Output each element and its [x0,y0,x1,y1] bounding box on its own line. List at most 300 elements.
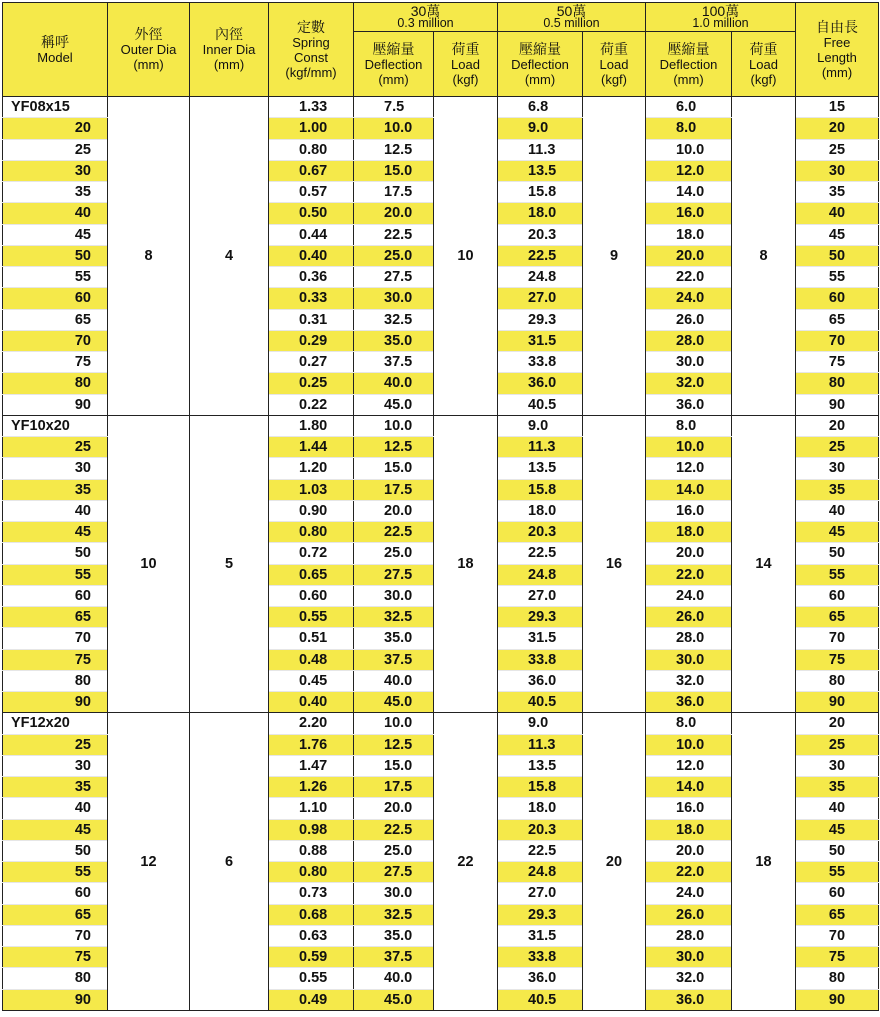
header-spring-const [269,3,354,97]
model-cell: 20 [3,118,108,139]
deflection-10-cell: 14.0 [646,182,732,203]
free-length-cell: 45 [796,522,879,543]
spring-const-cell: 0.50 [269,203,354,224]
spring-const-cell: 0.72 [269,543,354,564]
deflection-10-cell: 28.0 [646,925,732,946]
deflection-05-cell: 9.0 [498,713,583,734]
spring-const-cell: 0.40 [269,245,354,266]
spring-const-cell: 0.65 [269,564,354,585]
deflection-03-cell: 22.5 [354,224,434,245]
deflection-03-cell: 25.0 [354,245,434,266]
spring-const-cell: 0.27 [269,352,354,373]
deflection-10-cell: 14.0 [646,479,732,500]
spring-spec-table [2,2,879,1011]
header-life-10 [646,3,796,32]
outer-dia-cell: 12 [108,713,190,1011]
spring-const-cell: 1.10 [269,798,354,819]
deflection-05-cell: 27.0 [498,883,583,904]
spring-const-cell: 1.33 [269,97,354,118]
deflection-05-cell: 36.0 [498,373,583,394]
deflection-05-cell: 18.0 [498,203,583,224]
deflection-03-cell: 22.5 [354,522,434,543]
spring-const-cell: 0.55 [269,607,354,628]
free-length-cell: 35 [796,777,879,798]
model-cell: 55 [3,564,108,585]
free-length-cell: 30 [796,160,879,181]
header-free-en2: Length [817,49,857,65]
deflection-05-cell: 15.8 [498,777,583,798]
deflection-10-cell: 26.0 [646,309,732,330]
header-load-zh: 荷重 [600,40,628,57]
deflection-03-cell: 15.0 [354,755,434,776]
deflection-10-cell: 28.0 [646,330,732,351]
header-deflection-03 [354,32,434,97]
spring-const-cell: 0.63 [269,925,354,946]
deflection-03-cell: 20.0 [354,500,434,521]
header-model-zh: 稱呼 [41,33,69,50]
table-row [3,713,879,734]
deflection-05-cell: 22.5 [498,245,583,266]
table-body [3,97,879,1011]
header-load-unit: (kgf) [601,71,627,87]
deflection-03-cell: 17.5 [354,777,434,798]
header-deflection-zh: 壓縮量 [667,40,710,57]
load-10-cell: 14 [732,415,796,713]
deflection-05-cell: 40.5 [498,692,583,713]
deflection-03-cell: 45.0 [354,394,434,415]
free-length-cell: 25 [796,139,879,160]
model-cell: 30 [3,160,108,181]
free-length-cell: 40 [796,798,879,819]
model-cell: 35 [3,479,108,500]
model-cell: 40 [3,798,108,819]
model-cell: 30 [3,755,108,776]
header-life-03 [354,3,498,32]
load-05-cell: 9 [583,97,646,416]
header-life-10-zh: 100萬 [701,3,740,19]
free-length-cell: 90 [796,692,879,713]
deflection-03-cell: 27.5 [354,267,434,288]
free-length-cell: 80 [796,373,879,394]
deflection-03-cell: 10.0 [354,713,434,734]
spring-const-cell: 1.76 [269,734,354,755]
model-cell: 55 [3,862,108,883]
deflection-10-cell: 30.0 [646,947,732,968]
deflection-03-cell: 45.0 [354,989,434,1010]
spring-const-cell: 1.03 [269,479,354,500]
header-outer-zh: 外徑 [134,26,163,42]
model-cell: 45 [3,819,108,840]
model-cell: YF08x15 [3,97,108,118]
deflection-05-cell: 11.3 [498,734,583,755]
model-cell: 55 [3,267,108,288]
spring-const-cell: 0.31 [269,309,354,330]
deflection-10-cell: 26.0 [646,904,732,925]
model-cell: 90 [3,692,108,713]
deflection-03-cell: 35.0 [354,330,434,351]
deflection-03-cell: 12.5 [354,437,434,458]
spring-const-cell: 0.73 [269,883,354,904]
deflection-05-cell: 15.8 [498,479,583,500]
deflection-03-cell: 10.0 [354,415,434,436]
deflection-03-cell: 20.0 [354,203,434,224]
load-03-cell: 18 [434,415,498,713]
spring-const-cell: 0.48 [269,649,354,670]
deflection-03-cell: 20.0 [354,798,434,819]
header-free-length [796,3,879,97]
spring-const-cell: 0.88 [269,840,354,861]
inner-dia-cell: 6 [190,713,269,1011]
spring-const-cell: 0.55 [269,968,354,989]
free-length-cell: 40 [796,500,879,521]
spring-const-cell: 0.80 [269,139,354,160]
header-deflection-en: Deflection [659,56,718,72]
deflection-03-cell: 37.5 [354,947,434,968]
deflection-03-cell: 30.0 [354,883,434,904]
deflection-05-cell: 29.3 [498,309,583,330]
deflection-03-cell: 32.5 [354,904,434,925]
deflection-10-cell: 10.0 [646,139,732,160]
free-length-cell: 60 [796,288,879,309]
deflection-03-cell: 17.5 [354,479,434,500]
load-10-cell: 18 [732,713,796,1011]
spring-const-cell: 0.80 [269,522,354,543]
header-life-10-en: 1.0 million [692,16,749,30]
model-cell: 25 [3,734,108,755]
deflection-05-cell: 22.5 [498,840,583,861]
outer-dia-cell: 8 [108,97,190,416]
load-03-cell: 22 [434,713,498,1011]
model-cell: 50 [3,840,108,861]
free-length-cell: 20 [796,118,879,139]
deflection-10-cell: 16.0 [646,203,732,224]
model-cell: 35 [3,182,108,203]
deflection-03-cell: 37.5 [354,352,434,373]
deflection-10-cell: 12.0 [646,755,732,776]
header-load-unit: (kgf) [750,71,777,87]
deflection-03-cell: 37.5 [354,649,434,670]
model-cell: 25 [3,139,108,160]
deflection-05-cell: 36.0 [498,670,583,691]
deflection-03-cell: 7.5 [354,97,434,118]
header-deflection-05 [498,32,583,97]
deflection-10-cell: 8.0 [646,415,732,436]
deflection-10-cell: 30.0 [646,649,732,670]
deflection-10-cell: 8.0 [646,118,732,139]
deflection-10-cell: 6.0 [646,97,732,118]
free-length-cell: 75 [796,947,879,968]
free-length-cell: 60 [796,883,879,904]
spring-const-cell: 0.49 [269,989,354,1010]
deflection-03-cell: 35.0 [354,925,434,946]
model-cell: 70 [3,628,108,649]
deflection-10-cell: 24.0 [646,883,732,904]
deflection-10-cell: 8.0 [646,713,732,734]
deflection-10-cell: 16.0 [646,500,732,521]
inner-dia-cell: 5 [190,415,269,713]
free-length-cell: 20 [796,415,879,436]
deflection-05-cell: 29.3 [498,607,583,628]
deflection-05-cell: 40.5 [498,394,583,415]
spring-const-cell: 0.68 [269,904,354,925]
header-free-zh: 自由長 [816,18,858,35]
spring-const-cell: 1.26 [269,777,354,798]
free-length-cell: 35 [796,479,879,500]
deflection-10-cell: 10.0 [646,734,732,755]
spring-const-cell: 2.20 [269,713,354,734]
header-life-05-en: 0.5 million [543,16,600,30]
model-cell: 25 [3,437,108,458]
deflection-05-cell: 27.0 [498,288,583,309]
load-05-cell: 20 [583,713,646,1011]
model-cell: 60 [3,883,108,904]
spring-const-cell: 1.00 [269,118,354,139]
header-load-en: Load [599,56,629,72]
deflection-10-cell: 18.0 [646,224,732,245]
deflection-03-cell: 15.0 [354,458,434,479]
free-length-cell: 50 [796,543,879,564]
header-outer-dia [108,3,190,97]
header-outer-en: Outer Dia [120,42,177,57]
deflection-10-cell: 20.0 [646,543,732,564]
free-length-cell: 65 [796,607,879,628]
free-length-cell: 15 [796,97,879,118]
header-load-05 [583,32,646,97]
spring-const-cell: 0.51 [269,628,354,649]
model-cell: 65 [3,904,108,925]
free-length-cell: 80 [796,670,879,691]
deflection-05-cell: 15.8 [498,182,583,203]
load-10-cell: 8 [732,97,796,416]
header-life-05-zh: 50萬 [556,3,587,19]
free-length-cell: 45 [796,819,879,840]
deflection-05-cell: 13.5 [498,458,583,479]
header-load-10 [732,32,796,97]
deflection-10-cell: 22.0 [646,267,732,288]
deflection-10-cell: 36.0 [646,394,732,415]
deflection-10-cell: 16.0 [646,798,732,819]
spring-const-cell: 0.67 [269,160,354,181]
model-cell: 80 [3,670,108,691]
deflection-03-cell: 12.5 [354,139,434,160]
deflection-03-cell: 25.0 [354,543,434,564]
header-life-05 [498,3,646,32]
header-deflection-unit: (mm) [524,71,556,87]
model-cell: 90 [3,394,108,415]
free-length-cell: 45 [796,224,879,245]
header-load-unit: (kgf) [452,71,479,87]
model-cell: YF10x20 [3,415,108,436]
deflection-10-cell: 32.0 [646,968,732,989]
header-deflection-en: Deflection [511,56,569,72]
header-inner-en: Inner Dia [202,42,256,57]
deflection-05-cell: 29.3 [498,904,583,925]
model-cell: 75 [3,947,108,968]
deflection-10-cell: 32.0 [646,670,732,691]
deflection-10-cell: 36.0 [646,692,732,713]
free-length-cell: 75 [796,352,879,373]
header-load-zh: 荷重 [749,40,778,57]
model-cell: 65 [3,309,108,330]
model-cell: 80 [3,968,108,989]
deflection-03-cell: 17.5 [354,182,434,203]
deflection-03-cell: 15.0 [354,160,434,181]
spring-const-cell: 1.47 [269,755,354,776]
header-inner-dia [190,3,269,97]
deflection-05-cell: 27.0 [498,585,583,606]
free-length-cell: 40 [796,203,879,224]
deflection-05-cell: 20.3 [498,522,583,543]
header-load-en: Load [451,56,480,72]
model-cell: 35 [3,777,108,798]
deflection-10-cell: 20.0 [646,840,732,861]
header-model-en: Model [37,49,73,65]
spring-const-cell: 0.45 [269,670,354,691]
deflection-10-cell: 22.0 [646,862,732,883]
table-row [3,97,879,118]
free-length-cell: 65 [796,309,879,330]
header-deflection-10 [646,32,732,97]
deflection-10-cell: 14.0 [646,777,732,798]
deflection-05-cell: 33.8 [498,947,583,968]
header-spring-zh: 定數 [297,18,325,35]
header-free-en1: Free [823,34,851,50]
outer-dia-cell: 10 [108,415,190,713]
model-cell: 40 [3,203,108,224]
deflection-10-cell: 36.0 [646,989,732,1010]
model-cell: 70 [3,925,108,946]
spring-const-cell: 0.57 [269,182,354,203]
deflection-10-cell: 22.0 [646,564,732,585]
deflection-10-cell: 24.0 [646,585,732,606]
spring-const-cell: 0.22 [269,394,354,415]
free-length-cell: 70 [796,925,879,946]
deflection-05-cell: 13.5 [498,160,583,181]
deflection-05-cell: 20.3 [498,819,583,840]
deflection-10-cell: 10.0 [646,437,732,458]
model-cell: 60 [3,585,108,606]
free-length-cell: 50 [796,245,879,266]
deflection-03-cell: 35.0 [354,628,434,649]
deflection-05-cell: 9.0 [498,415,583,436]
deflection-03-cell: 45.0 [354,692,434,713]
deflection-05-cell: 36.0 [498,968,583,989]
deflection-03-cell: 10.0 [354,118,434,139]
free-length-cell: 90 [796,394,879,415]
deflection-10-cell: 18.0 [646,522,732,543]
deflection-05-cell: 24.8 [498,267,583,288]
deflection-05-cell: 24.8 [498,564,583,585]
model-cell: 80 [3,373,108,394]
deflection-10-cell: 32.0 [646,373,732,394]
table-header [3,3,879,97]
spring-const-cell: 0.25 [269,373,354,394]
spring-const-cell: 0.98 [269,819,354,840]
deflection-05-cell: 31.5 [498,925,583,946]
free-length-cell: 30 [796,755,879,776]
header-deflection-unit: (mm) [378,71,409,87]
spring-const-cell: 0.59 [269,947,354,968]
deflection-03-cell: 22.5 [354,819,434,840]
header-inner-zh: 內徑 [215,26,243,42]
spring-const-cell: 0.60 [269,585,354,606]
header-outer-unit: (mm) [133,57,164,72]
header-load-03 [434,32,498,97]
free-length-cell: 55 [796,267,879,288]
header-load-zh: 荷重 [451,40,480,57]
spring-const-cell: 1.20 [269,458,354,479]
model-cell: 90 [3,989,108,1010]
spring-const-cell: 0.80 [269,862,354,883]
deflection-05-cell: 11.3 [498,437,583,458]
deflection-10-cell: 18.0 [646,819,732,840]
inner-dia-cell: 4 [190,97,269,416]
free-length-cell: 30 [796,458,879,479]
deflection-05-cell: 33.8 [498,352,583,373]
deflection-03-cell: 30.0 [354,585,434,606]
header-load-en: Load [749,56,778,72]
deflection-10-cell: 20.0 [646,245,732,266]
header-deflection-en: Deflection [364,56,423,72]
free-length-cell: 70 [796,330,879,351]
model-cell: 65 [3,607,108,628]
deflection-10-cell: 26.0 [646,607,732,628]
header-free-unit: (mm) [821,64,853,80]
deflection-10-cell: 28.0 [646,628,732,649]
header-spring-en2: Const [294,49,328,65]
free-length-cell: 60 [796,585,879,606]
deflection-05-cell: 20.3 [498,224,583,245]
deflection-03-cell: 27.5 [354,564,434,585]
header-inner-unit: (mm) [213,57,245,72]
spring-const-cell: 1.80 [269,415,354,436]
spring-const-cell: 0.40 [269,692,354,713]
spring-const-cell: 1.44 [269,437,354,458]
spring-const-cell: 0.90 [269,500,354,521]
free-length-cell: 75 [796,649,879,670]
deflection-05-cell: 33.8 [498,649,583,670]
deflection-05-cell: 18.0 [498,500,583,521]
free-length-cell: 90 [796,989,879,1010]
model-cell: 40 [3,500,108,521]
free-length-cell: 50 [796,840,879,861]
spring-const-cell: 0.44 [269,224,354,245]
header-life-03-en: 0.3 million [397,16,454,30]
deflection-03-cell: 27.5 [354,862,434,883]
model-cell: 30 [3,458,108,479]
load-05-cell: 16 [583,415,646,713]
free-length-cell: 55 [796,862,879,883]
free-length-cell: 20 [796,713,879,734]
deflection-10-cell: 30.0 [646,352,732,373]
deflection-05-cell: 22.5 [498,543,583,564]
header-model [3,3,108,97]
model-cell: 60 [3,288,108,309]
deflection-03-cell: 12.5 [354,734,434,755]
deflection-05-cell: 11.3 [498,139,583,160]
header-deflection-zh: 壓縮量 [519,40,561,57]
free-length-cell: 70 [796,628,879,649]
deflection-05-cell: 13.5 [498,755,583,776]
model-cell: 75 [3,352,108,373]
spring-const-cell: 0.33 [269,288,354,309]
deflection-05-cell: 6.8 [498,97,583,118]
model-cell: 50 [3,245,108,266]
deflection-03-cell: 32.5 [354,607,434,628]
spring-const-cell: 0.36 [269,267,354,288]
free-length-cell: 25 [796,734,879,755]
deflection-05-cell: 9.0 [498,118,583,139]
